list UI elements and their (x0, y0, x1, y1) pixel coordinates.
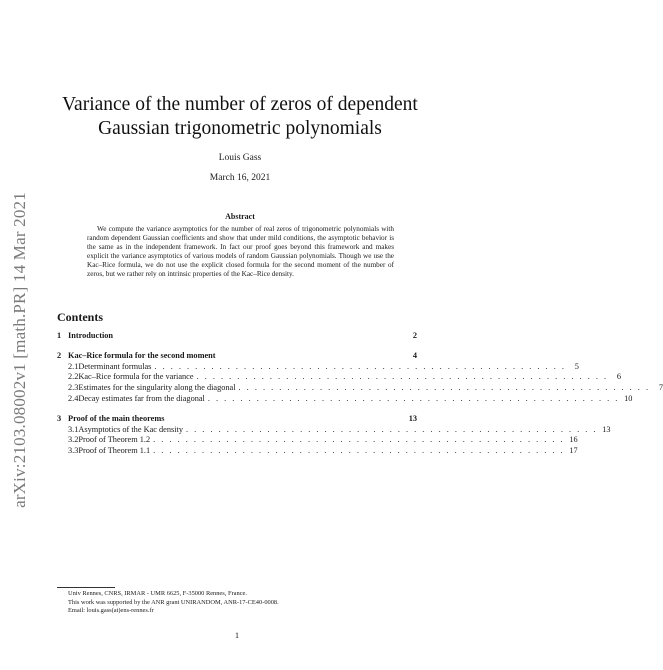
toc-label: Proof of Theorem 1.1 (78, 446, 151, 456)
toc-subsection-3-3[interactable] (57, 446, 578, 457)
page-number: 1 (234, 630, 240, 640)
toc-dot-leader: . . . . . . . . . . . . . . . . . . . . . . . . . . . . . . . . . . . . . . . . . . . . . . . . . . . (238, 383, 651, 393)
toc-page: 4 (412, 350, 417, 360)
toc-page: 17 (569, 446, 578, 456)
arxiv-identifier: arXiv:2103.08002v1 [math.PR] 14 Mar 2021 (10, 192, 30, 508)
toc-label: Kac–Rice formula for the second moment (68, 350, 216, 360)
toc-number: 3.1 (68, 424, 79, 434)
toc-label: Introduction (68, 331, 114, 340)
title-line-2: Gaussian trigonometric polynomials (98, 118, 382, 139)
footnote-email: Email: louis.gass(at)ens-rennes.fr (68, 607, 154, 615)
toc-number: 3.3 (68, 446, 79, 456)
date: March 16, 2021 (209, 173, 271, 183)
toc-section-1[interactable] (57, 331, 417, 342)
toc-label: Estimates for the singularity along the diagonal (78, 383, 236, 393)
toc-number: 2 (57, 350, 62, 360)
toc-page: 7 (658, 383, 663, 393)
toc-number: 1 (57, 331, 62, 340)
toc-label: Determinant formulas (78, 361, 152, 371)
abstract-heading: Abstract (225, 212, 255, 221)
toc-section-2[interactable] (57, 351, 417, 362)
arxiv-sidebar (10, 190, 30, 510)
toc-label: Kac–Rice formula for the variance (78, 372, 194, 382)
toc-number: 2.3 (68, 383, 79, 393)
toc-dot-leader: . . . . . . . . . . . . . . . . . . . . . . . . . . . . . . . . . . . . . . . . . . . . . . . . . . . (186, 424, 598, 434)
paper-title (60, 93, 420, 141)
footnotes (68, 590, 279, 616)
toc-section-3[interactable] (57, 414, 417, 425)
footnote-rule (57, 587, 115, 588)
toc-page: 16 (569, 435, 578, 445)
contents-heading: Contents (57, 310, 104, 324)
toc-subsection-2-2[interactable] (57, 372, 622, 383)
toc-label: Decay estimates far from the diagonal (78, 393, 205, 403)
toc-number: 3 (57, 413, 62, 423)
toc-number: 2.2 (68, 372, 79, 382)
toc-dot-leader: . . . . . . . . . . . . . . . . . . . . . . . . . . . . . . . . . . . . . . . . . . . . . . . . . . . (207, 393, 620, 403)
toc-subsection-2-1[interactable] (57, 361, 579, 373)
toc-subsection-2-3[interactable] (57, 383, 663, 394)
toc-subsection-3-2[interactable] (57, 435, 578, 446)
toc-label: Asymptotics of the Kac density (78, 424, 183, 434)
toc-page: 2 (412, 331, 417, 340)
toc-page: 13 (602, 424, 611, 434)
toc-dot-leader: . . . . . . . . . . . . . . . . . . . . . . . . . . . . . . . . . . . . . . . . . . . . . . . . . . . (196, 372, 609, 382)
toc-number: 2.4 (68, 393, 79, 403)
abstract-text: We compute the variance asymptotics for the number of real zeros of trigonometric polynomials with random dependent Gaussian coefficients and show that under mild conditions, the asymptotic behavior is the same as in the independent framework. In fact our proof goes beyond this framework and makes explicit the variance asymptotics of various models of random Gaussian polynomials. Though we use the Kac–Rice formula, we do not use the explicit closed formula for the second moment of the number of zeros, but we rather rely on intrinsic properties of the Kac–Rice density. (87, 225, 394, 279)
toc-label: Proof of Theorem 1.2 (78, 435, 151, 445)
toc-page: 10 (624, 393, 633, 403)
toc-page: 6 (616, 372, 622, 382)
footnote-funding: This work was supported by the ANR grant UNIRANDOM, ANR-17-CE40-0008. (68, 598, 279, 606)
toc-page: 13 (408, 413, 417, 423)
toc-subsection-2-4[interactable] (57, 393, 633, 405)
toc-number: 2.1 (68, 361, 79, 371)
title-line-1: Variance of the number of zeros of dependent (62, 94, 418, 115)
toc-number: 3.2 (68, 435, 79, 445)
toc-dot-leader: . . . . . . . . . . . . . . . . . . . . . . . . . . . . . . . . . . . . . . . . . . . . . . . . . . . (153, 446, 565, 456)
toc-label: Proof of the main theorems (68, 413, 165, 423)
table-of-contents (57, 331, 663, 457)
toc-subsection-3-1[interactable] (57, 424, 611, 436)
footnote-affiliation: Univ Rennes, CNRS, IRMAR - UMR 6625, F-35000 Rennes, France. (68, 590, 247, 597)
toc-page: 5 (574, 361, 579, 371)
toc-dot-leader: . . . . . . . . . . . . . . . . . . . . . . . . . . . . . . . . . . . . . . . . . . . . . . . . . . . (154, 361, 566, 371)
author: Louis Gass (218, 153, 262, 163)
toc-dot-leader: . . . . . . . . . . . . . . . . . . . . . . . . . . . . . . . . . . . . . . . . . . . . . . . . . . . (153, 435, 565, 445)
